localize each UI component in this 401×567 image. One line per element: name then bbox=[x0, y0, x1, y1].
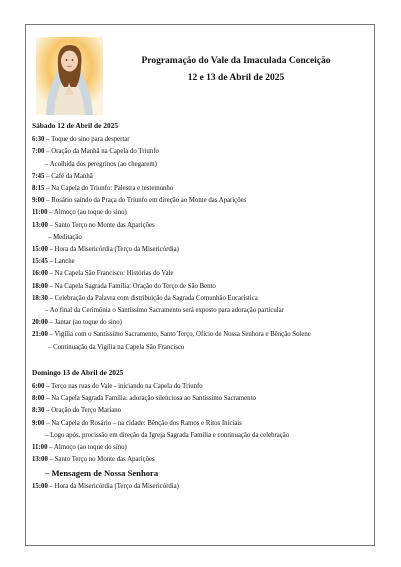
schedule-time: 11:00 bbox=[32, 444, 48, 452]
schedule-time: 13:00 bbox=[32, 456, 48, 464]
schedule-item bbox=[32, 268, 370, 280]
schedule-time: 18:00 bbox=[32, 282, 48, 290]
schedule-item bbox=[32, 305, 370, 317]
schedule-time: 20:00 bbox=[32, 319, 48, 327]
schedule-item bbox=[32, 195, 370, 207]
schedule-time: 8:30 bbox=[32, 407, 45, 415]
day1-schedule bbox=[32, 134, 370, 354]
program-sheet bbox=[25, 24, 375, 546]
schedule-item bbox=[32, 454, 370, 466]
schedule-time: 15:00 bbox=[32, 246, 48, 254]
schedule-time: 11:00 bbox=[32, 209, 48, 217]
schedule-description: – Acolhida dos peregrinos (ao chegarem) bbox=[45, 160, 157, 168]
schedule-item bbox=[32, 183, 370, 195]
schedule-item bbox=[32, 281, 370, 293]
schedule-description: – Na Capela São Francisco: Histórias do Vale bbox=[47, 270, 174, 278]
schedule-description: – Meditação bbox=[48, 233, 82, 241]
schedule-description: – Terço nas ruas do Vale - iniciando na Capela do Triunfo bbox=[44, 383, 203, 391]
schedule-description: – Na Capela do Triunfo: Palestra e testemunho bbox=[44, 185, 174, 193]
schedule-item bbox=[32, 430, 370, 442]
schedule-description: – Celebração da Palavra com distribuição da Sagrada Comunhão Eucarística bbox=[47, 294, 258, 302]
schedule-description: – Lanche bbox=[47, 258, 75, 266]
schedule-description: – Toque do sino para despertar bbox=[44, 136, 130, 144]
schedule-item bbox=[32, 293, 370, 305]
schedule-description: – Mensagem de Nossa Senhora bbox=[45, 468, 159, 479]
schedule-time: 6:30 bbox=[32, 136, 45, 144]
day2-schedule bbox=[32, 381, 370, 494]
schedule-description: – Hora da Misericórdia (Terço da Misericórdia) bbox=[47, 246, 179, 254]
schedule-time: 16:00 bbox=[32, 270, 48, 278]
schedule-time: 8:00 bbox=[32, 395, 45, 403]
schedule-description: – Jantar (ao toque do sino) bbox=[47, 319, 122, 327]
schedule-time: 9:00 bbox=[32, 197, 45, 205]
schedule-description: – Na Capela Sagrada Família: Oração do Terço de São Bento bbox=[47, 282, 216, 290]
schedule-item bbox=[32, 256, 370, 268]
program-dates: 12 e 13 de Abril de 2025 bbox=[187, 73, 285, 83]
program-title-block bbox=[108, 53, 364, 87]
schedule bbox=[32, 120, 370, 494]
schedule-time: 21:00 bbox=[32, 331, 48, 339]
schedule-description: – Hora da Misericórdia (Terço da Misericórdia) bbox=[47, 483, 179, 491]
schedule-item bbox=[32, 134, 370, 146]
schedule-time: 15:45 bbox=[32, 258, 48, 266]
schedule-item bbox=[32, 232, 370, 244]
schedule-description: – Na Capela do Rosário – na cidade: Bênção dos Ramos e Ritos Iniciais bbox=[44, 419, 242, 427]
schedule-description: – Ao final da Cerimônia o Santíssimo Sacramento será exposto para adoração particular bbox=[45, 307, 284, 315]
schedule-time: 15:00 bbox=[32, 483, 48, 491]
schedule-description: – Café da Manhã bbox=[44, 172, 93, 180]
schedule-item bbox=[32, 317, 370, 329]
schedule-item bbox=[32, 481, 370, 493]
our-lady-image bbox=[36, 37, 103, 115]
schedule-description: – Oração da Manhã na Capela do Triunfo bbox=[44, 148, 159, 156]
schedule-item bbox=[32, 418, 370, 430]
schedule-item bbox=[32, 159, 370, 171]
schedule-description: – Logo após, procissão em direção da Igreja Sagrada Família e continuação da celebração bbox=[45, 431, 290, 439]
schedule-description: – Almoço (ao toque do sino) bbox=[47, 444, 127, 452]
schedule-description: – Continuação da Vigília na Capela São Francisco bbox=[48, 343, 185, 351]
schedule-time: 9:00 bbox=[32, 419, 45, 427]
schedule-description: – Oração do Terço Mariano bbox=[44, 407, 122, 415]
schedule-description: – Santo Terço no Monte das Aparições bbox=[47, 456, 155, 464]
day2-heading: Domingo 13 de Abril de 2025 bbox=[32, 367, 124, 377]
schedule-description: – Na Capela Sagrada Família: adoração silenciosa ao Santíssimo Sacramento bbox=[44, 395, 256, 403]
schedule-item bbox=[32, 171, 370, 183]
schedule-description: – Santo Terço no Monte das Aparições bbox=[47, 221, 155, 229]
program-title: Programação do Vale da Imaculada Conceição bbox=[141, 56, 331, 66]
schedule-item bbox=[32, 329, 370, 341]
schedule-time: 8:15 bbox=[32, 185, 45, 193]
schedule-time: 13:00 bbox=[32, 221, 48, 229]
schedule-description: – Almoço (ao toque do sino) bbox=[47, 209, 127, 217]
schedule-description: – Rosário saindo da Praça do Triunfo em direção ao Monte das Aparições bbox=[44, 197, 247, 205]
schedule-description: – Vigília com o Santíssimo Sacramento, Santo Terço, Ofício de Nossa Senhora e Bênção Solene bbox=[47, 331, 311, 339]
schedule-time: 6:00 bbox=[32, 383, 45, 391]
schedule-time: 7:00 bbox=[32, 148, 45, 156]
our-lady-illustration bbox=[36, 37, 103, 115]
schedule-item bbox=[32, 220, 370, 232]
schedule-item bbox=[32, 381, 370, 393]
schedule-item bbox=[32, 342, 370, 354]
schedule-time: 18:30 bbox=[32, 294, 48, 302]
schedule-item bbox=[32, 146, 370, 158]
schedule-time: 7:45 bbox=[32, 172, 45, 180]
schedule-item bbox=[32, 393, 370, 405]
day1-heading: Sábado 12 de Abril de 2025 bbox=[32, 121, 119, 130]
schedule-item bbox=[32, 442, 370, 454]
schedule-item bbox=[32, 207, 370, 219]
schedule-item bbox=[32, 405, 370, 417]
schedule-item bbox=[32, 466, 370, 481]
schedule-item bbox=[32, 244, 370, 256]
